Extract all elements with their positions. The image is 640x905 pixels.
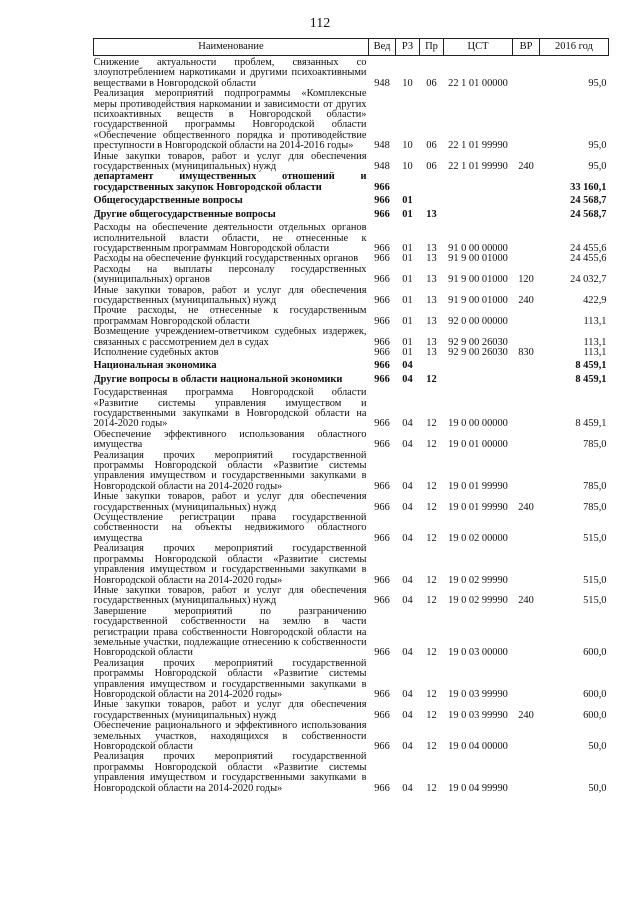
row-sum: 95,0 [588, 77, 607, 89]
row-name: Обеспечение рационального и эффективного использования земельных участков, находящихся в собственности Новгородской области [93, 721, 367, 752]
row-sum: 8 459,1 [575, 360, 607, 372]
table-row [94, 544, 609, 586]
row-cst: 19 0 04 99990 [448, 782, 508, 794]
row-ved: 966 [374, 195, 390, 207]
row-rz: 04 [402, 373, 413, 385]
row-cst: 92 9 00 26030 [448, 347, 508, 358]
row-vr [513, 607, 540, 659]
row-rz: 10 [402, 140, 413, 152]
row-rz: 04 [402, 782, 413, 794]
row-pr: 13 [426, 315, 437, 327]
table-row [94, 659, 609, 701]
row-cst [444, 358, 513, 371]
row-name: Другие вопросы в области национальной экономики [93, 373, 343, 385]
row-ved: 966 [374, 181, 390, 193]
row-sum: 600,0 [583, 688, 607, 700]
row-ved: 966 [374, 294, 390, 306]
row-name: Расходы на выплаты персоналу государственных (муниципальных) органов [93, 264, 367, 286]
row-cst: 19 0 04 00000 [448, 741, 508, 752]
row-pr: 12 [426, 741, 437, 752]
row-name: Исполнение судебных актов [93, 347, 219, 358]
row-name: Общегосударственные вопросы [93, 195, 243, 207]
table-row [94, 193, 609, 206]
row-pr: 13 [426, 208, 437, 220]
row-pr: 13 [426, 242, 437, 254]
row-ved: 966 [374, 709, 390, 721]
row-vr: 240 [518, 294, 534, 306]
row-pr [420, 358, 444, 371]
table-row [94, 752, 609, 794]
row-name: Реализация прочих мероприятий государственной программы Новгородской области «Развитие системы управления имуществом и государственными закупками в Новгородской области на 2014-2020 годы» [93, 658, 367, 700]
row-name: Прочие расходы, не отнесенные к государственным программам Новгородской области [93, 306, 367, 327]
row-pr [420, 193, 444, 206]
row-name: Реализация прочих мероприятий государственной программы Новгородской области «Развитие системы управления имуществом и государственными закупками в Новгородской области на 2014-2020 годы» [93, 544, 367, 586]
row-pr: 12 [426, 709, 437, 721]
row-sum: 8 459,1 [575, 418, 607, 430]
table-row [94, 348, 609, 358]
table-row [94, 254, 609, 264]
row-ved: 948 [374, 140, 390, 152]
row-rz: 10 [402, 77, 413, 89]
row-sum: 95,0 [588, 161, 607, 173]
row-sum: 24 455,6 [570, 242, 607, 254]
row-name: Снижение актуальности проблем, связанных со злоупотреблением наркотиками и другими психоактивными веществами в Новгородской области [93, 57, 367, 89]
row-cst: 19 0 01 99990 [448, 501, 508, 513]
row-cst: 19 0 03 99990 [448, 709, 508, 721]
row-pr: 13 [426, 294, 437, 306]
row-name: Иные закупки товаров, работ и услуг для обеспечения государственных (муниципальных) нужд [93, 285, 367, 306]
row-vr [513, 358, 540, 371]
row-vr: 240 [518, 501, 534, 513]
row-ved: 966 [374, 647, 390, 659]
row-ved: 966 [374, 418, 390, 430]
row-ved: 966 [374, 208, 390, 220]
header-cst: ЦСТ [444, 39, 513, 56]
row-name: Реализация прочих мероприятий государственной программы Новгородской области «Развитие системы управления имуществом и государственными закупками в Новгородской области на 2014-2020 годы» [93, 752, 367, 794]
row-rz: 01 [402, 195, 413, 207]
row-name: Национальная экономика [93, 360, 217, 372]
row-cst: 19 0 03 99990 [448, 688, 508, 700]
row-pr [420, 172, 444, 193]
row-sum: 515,0 [583, 574, 607, 586]
header-ved: Вед [369, 39, 396, 56]
row-pr: 12 [426, 439, 437, 451]
row-pr: 06 [426, 77, 437, 89]
row-pr: 12 [426, 782, 437, 794]
row-rz: 04 [402, 709, 413, 721]
row-pr: 06 [426, 140, 437, 152]
row-vr [513, 220, 540, 254]
row-ved: 948 [374, 77, 390, 89]
row-pr: 13 [426, 274, 437, 286]
row-pr: 13 [426, 336, 437, 348]
row-vr: 830 [518, 347, 534, 358]
row-ved: 966 [374, 480, 390, 492]
row-sum: 95,0 [588, 140, 607, 152]
row-vr [513, 207, 540, 220]
row-cst [444, 372, 513, 385]
row-vr [513, 306, 540, 327]
row-vr [513, 172, 540, 193]
row-ved: 966 [374, 242, 390, 254]
row-sum: 785,0 [583, 439, 607, 451]
row-name: Иные закупки товаров, работ и услуг для обеспечения государственных (муниципальных) нужд [93, 151, 367, 173]
table-row [94, 152, 609, 173]
table-row [94, 265, 609, 286]
header-vr: ВР [513, 39, 540, 56]
row-name: Другие общегосударственные вопросы [93, 208, 276, 220]
row-ved: 966 [374, 532, 390, 544]
row-cst: 19 0 02 99990 [448, 574, 508, 586]
row-pr: 12 [426, 373, 437, 385]
row-rz: 04 [402, 532, 413, 544]
row-sum: 24 568,7 [570, 195, 607, 207]
row-ved: 966 [374, 741, 390, 752]
row-name: Возмещение учреждением-ответчиком судебных издержек, связанных с рассмотрением дел в судах [93, 327, 367, 348]
table-row [94, 586, 609, 607]
header-year: 2016 год [540, 39, 609, 56]
row-name: Иные закупки товаров, работ и услуг для обеспечения государственных (муниципальных) нужд [93, 700, 367, 721]
table-row [94, 358, 609, 371]
row-ved: 966 [374, 688, 390, 700]
row-sum: 24 032,7 [570, 274, 607, 286]
row-vr [513, 430, 540, 451]
row-pr: 13 [426, 347, 437, 358]
row-sum: 422,9 [583, 294, 607, 306]
row-vr [513, 89, 540, 151]
row-vr [513, 544, 540, 586]
row-rz: 01 [402, 315, 413, 327]
row-vr [513, 254, 540, 264]
row-ved: 966 [374, 360, 390, 372]
row-rz [396, 172, 420, 193]
row-cst [444, 207, 513, 220]
row-sum: 515,0 [583, 532, 607, 544]
row-vr [513, 327, 540, 348]
row-cst: 91 9 00 01000 [448, 254, 508, 265]
row-vr [513, 385, 540, 430]
row-name: Иные закупки товаров, работ и услуг для обеспечения государственных (муниципальных) нужд [93, 492, 367, 513]
row-pr: 13 [426, 254, 437, 265]
row-vr [513, 451, 540, 493]
row-vr [513, 513, 540, 544]
row-rz: 04 [402, 741, 413, 752]
row-vr [513, 659, 540, 701]
table-row [94, 89, 609, 151]
row-ved: 966 [374, 274, 390, 286]
row-vr: 240 [518, 709, 534, 721]
row-ved: 966 [374, 439, 390, 451]
row-pr: 12 [426, 647, 437, 659]
row-name: Завершение мероприятий по разграничению государственной собственности на землю в части регистрации права собственности Новгородской области на земельные участки, подлежащие отнесению к собственности Новгородской области [93, 606, 367, 659]
row-cst [444, 172, 513, 193]
row-sum: 50,0 [588, 782, 607, 794]
row-pr: 12 [426, 574, 437, 586]
row-rz: 04 [402, 647, 413, 659]
row-pr: 12 [426, 688, 437, 700]
row-cst: 91 9 00 01000 [448, 294, 508, 306]
row-name: Государственная программа Новгородской области «Развитие системы управления имуществом и государственными закупками в Новгородской области на 2014-2020 годы» [93, 387, 367, 430]
row-rz: 01 [402, 242, 413, 254]
page-number: 112 [309, 16, 331, 31]
row-ved: 966 [374, 336, 390, 348]
table-row [94, 607, 609, 659]
row-cst: 19 0 01 99990 [448, 480, 508, 492]
row-name: Расходы на обеспечение деятельности отдельных органов исполнительной власти области, не отнесенные к государственным программам Новгородской области [93, 222, 367, 254]
row-sum: 785,0 [583, 480, 607, 492]
row-rz: 04 [402, 360, 413, 372]
row-rz: 04 [402, 439, 413, 451]
row-vr: 240 [518, 161, 534, 173]
table-header [94, 39, 609, 56]
budget-table [93, 38, 609, 794]
row-cst: 19 0 02 99990 [448, 595, 508, 607]
row-sum: 515,0 [583, 595, 607, 607]
table-row [94, 721, 609, 752]
row-pr: 12 [426, 595, 437, 607]
row-ved: 966 [374, 574, 390, 586]
row-ved: 966 [374, 254, 390, 265]
row-cst: 91 0 00 00000 [448, 242, 508, 254]
row-cst: 19 0 01 00000 [448, 439, 508, 451]
row-ved: 966 [374, 782, 390, 794]
row-name: Осуществление регистрации права государственной собственности на объекты недвижимого областного имущества [93, 513, 367, 544]
row-vr [513, 721, 540, 752]
table-row [94, 306, 609, 327]
row-name: Реализация прочих мероприятий государственной программы Новгородской области «Развитие системы управления имуществом и государственными закупками в Новгородской области на 2014-2020 годы» [93, 450, 367, 492]
row-vr: 120 [518, 274, 534, 286]
row-cst: 19 0 03 00000 [448, 647, 508, 659]
row-sum: 113,1 [583, 347, 607, 358]
table-row [94, 220, 609, 254]
table-row [94, 172, 609, 193]
row-rz: 01 [402, 254, 413, 265]
header-rz: РЗ [396, 39, 420, 56]
table-body [94, 56, 609, 795]
row-sum: 50,0 [588, 741, 607, 752]
row-pr: 12 [426, 532, 437, 544]
row-cst: 92 9 00 26030 [448, 336, 508, 348]
row-sum: 785,0 [583, 501, 607, 513]
row-cst: 22 1 01 99990 [448, 140, 508, 152]
row-rz: 10 [402, 161, 413, 173]
row-rz: 04 [402, 688, 413, 700]
row-sum: 113,1 [583, 315, 607, 327]
row-rz: 01 [402, 336, 413, 348]
table-row [94, 207, 609, 220]
row-ved: 948 [374, 161, 390, 173]
row-name: Расходы на обеспечение функций государственных органов [93, 254, 359, 265]
table-row [94, 492, 609, 513]
row-sum: 24 455,6 [570, 254, 607, 265]
row-sum: 113,1 [583, 336, 607, 348]
table-row [94, 385, 609, 430]
table-row [94, 700, 609, 721]
row-cst [444, 193, 513, 206]
table-row [94, 372, 609, 385]
row-cst: 19 0 00 00000 [448, 418, 508, 430]
row-vr [513, 752, 540, 794]
table-row [94, 56, 609, 90]
row-ved: 966 [374, 373, 390, 385]
row-sum: 24 568,7 [570, 208, 607, 220]
header-name: Наименование [94, 39, 369, 56]
row-name: Обеспечение эффективного использования областного имущества [93, 429, 367, 451]
row-name: Иные закупки товаров, работ и услуг для обеспечения государственных (муниципальных) нужд [93, 585, 367, 607]
row-vr [513, 56, 540, 90]
table-row [94, 327, 609, 348]
row-rz: 01 [402, 294, 413, 306]
table-row [94, 451, 609, 493]
row-sum: 600,0 [583, 647, 607, 659]
table-row [94, 430, 609, 451]
row-vr [513, 372, 540, 385]
header-pr: Пр [420, 39, 444, 56]
row-sum: 8 459,1 [575, 373, 607, 385]
row-sum: 33 160,1 [570, 181, 607, 193]
row-cst: 91 9 00 01000 [448, 274, 508, 286]
row-name: Реализация мероприятий подпрограммы «Комплексные меры противодействия наркомании и зависимости от других психоактивных веществ в Новгородской области» государственной программы Новгородской области «Обеспечение общественного порядка и противодействие преступности в Новгородской области на 2014-2016 годы» [93, 89, 367, 152]
row-rz: 01 [402, 208, 413, 220]
row-ved: 966 [374, 347, 390, 358]
row-name: департамент имущественных отношений и государственных закупок Новгородской области [93, 172, 367, 193]
row-vr [513, 193, 540, 206]
row-pr: 12 [426, 418, 437, 430]
row-rz: 04 [402, 595, 413, 607]
row-rz: 04 [402, 574, 413, 586]
row-pr: 12 [426, 501, 437, 513]
row-rz: 01 [402, 347, 413, 358]
row-ved: 966 [374, 315, 390, 327]
table-row [94, 286, 609, 307]
row-cst: 92 0 00 00000 [448, 315, 508, 327]
row-rz: 04 [402, 418, 413, 430]
row-pr: 06 [426, 161, 437, 173]
row-rz: 04 [402, 480, 413, 492]
row-ved: 966 [374, 595, 390, 607]
row-pr: 12 [426, 480, 437, 492]
row-rz: 01 [402, 274, 413, 286]
row-ved: 966 [374, 501, 390, 513]
row-cst: 22 1 01 00000 [448, 77, 508, 89]
row-cst: 22 1 01 99990 [448, 161, 508, 173]
row-cst: 19 0 02 00000 [448, 532, 508, 544]
row-rz: 04 [402, 501, 413, 513]
table-row [94, 513, 609, 544]
row-vr: 240 [518, 595, 534, 607]
row-sum: 600,0 [583, 709, 607, 721]
